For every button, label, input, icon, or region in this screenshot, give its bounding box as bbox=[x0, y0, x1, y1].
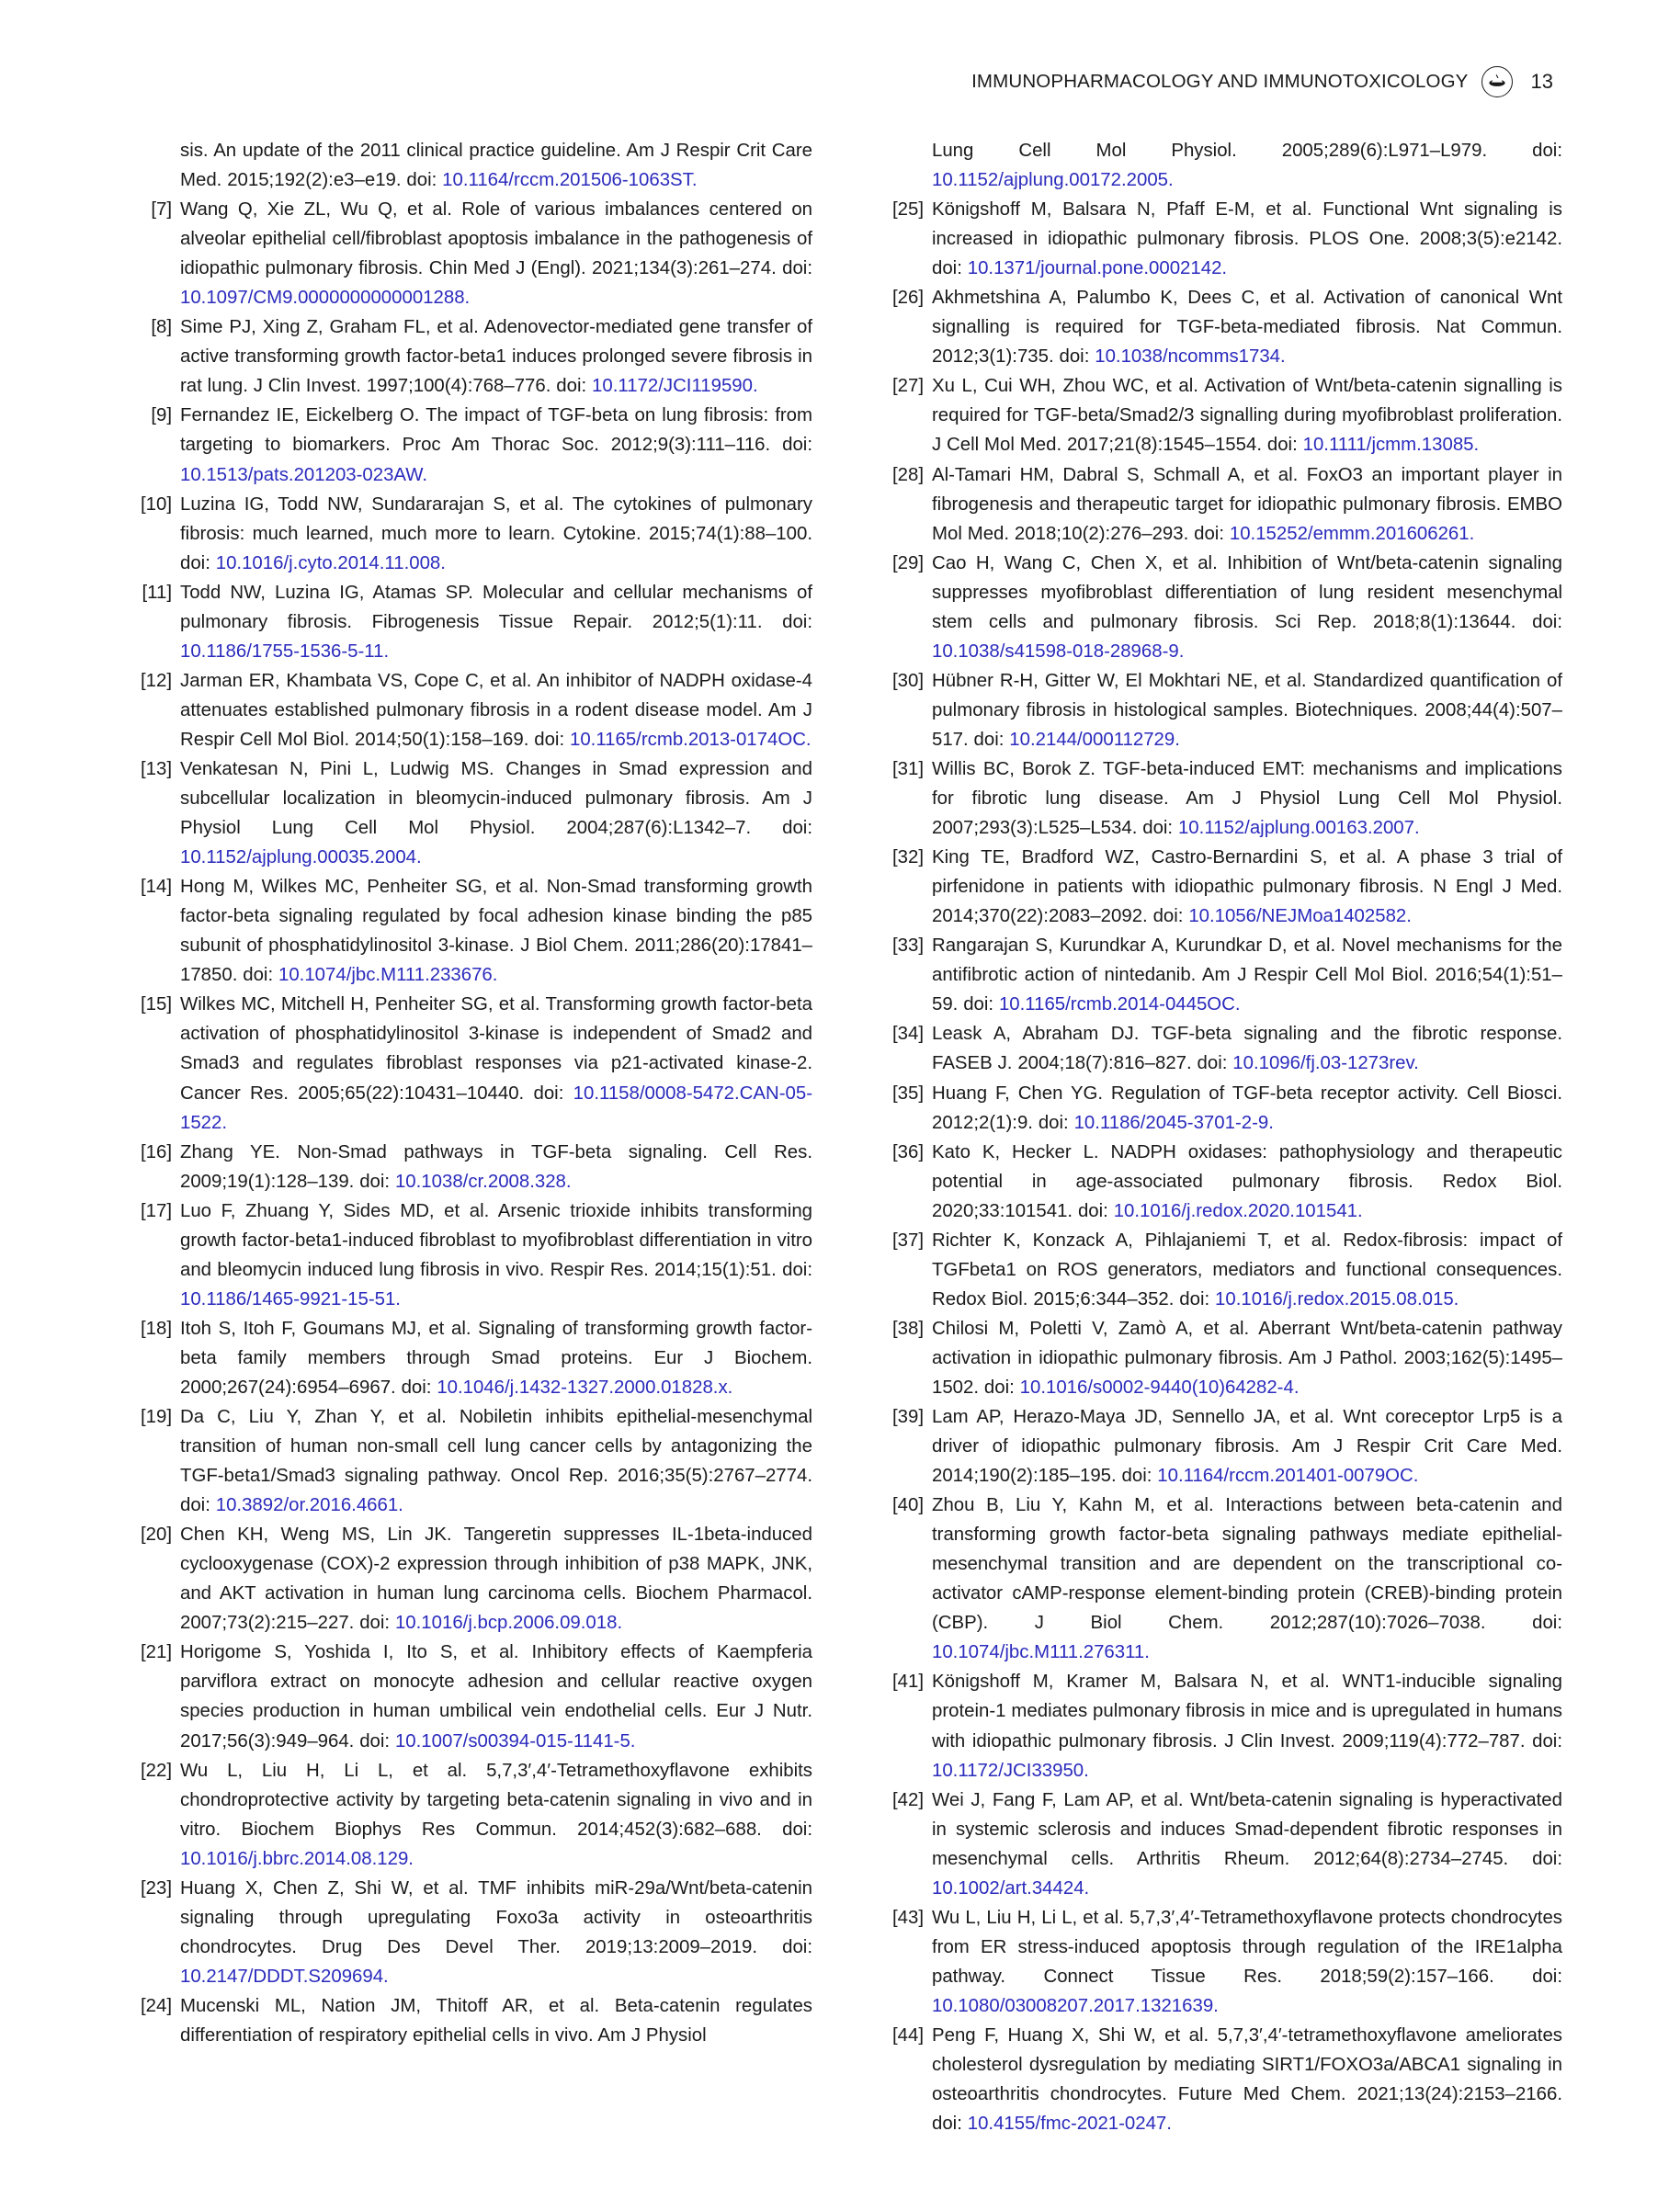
reference-text bbox=[180, 1402, 812, 1520]
reference-number: [26] bbox=[891, 288, 924, 309]
running-head bbox=[971, 66, 1553, 97]
doi-link[interactable]: 10.2147/DDDT.S209694. bbox=[180, 1966, 389, 1987]
reference-citation-text: Hong M, Wilkes MC, Penheiter SG, et al. Non-Smad transforming growth factor-beta signaling regulated by focal adhesion kinase binding the p85 subunit of phosphatidylinositol 3-kinase. J Biol Chem. 2011;286(20):17841–17850. doi: bbox=[180, 877, 812, 986]
reference-text bbox=[932, 1491, 1562, 1667]
reference-citation-text: Venkatesan N, Pini L, Ludwig MS. Changes in Smad expression and subcellular localization in bleomycin-induced pulmonary fibrosis. Am J Physiol Lung Cell Mol Physiol. 2004;287(6):L1342–7. doi: bbox=[180, 758, 812, 839]
reference-text bbox=[932, 1402, 1562, 1491]
reference-citation-text: Sime PJ, Xing Z, Graham FL, et al. Adenovector-mediated gene transfer of active transforming growth factor-beta1 induces prolonged severe fibrosis in rat lung. J Clin Invest. 1997;100(4):768–776. doi: bbox=[180, 317, 812, 397]
reference-citation-text: Itoh S, Itoh F, Goumans MJ, et al. Signaling of transforming growth factor-beta family members through Smad proteins. Eur J Biochem. 2000;267(24):6954–6967. doi: bbox=[180, 1318, 812, 1398]
reference-text bbox=[932, 371, 1562, 459]
reference-number: [44] bbox=[891, 2025, 924, 2046]
doi-link[interactable]: 10.1016/j.bbrc.2014.08.129. bbox=[180, 1848, 414, 1869]
reference-item bbox=[879, 2021, 1562, 2138]
reference-number: [37] bbox=[891, 1230, 924, 1251]
reference-item bbox=[879, 1138, 1562, 1226]
reference-number: [12] bbox=[140, 670, 172, 691]
reference-citation-text: Huang X, Chen Z, Shi W, et al. TMF inhibits miR-29a/Wnt/beta-catenin signaling through upregulating Foxo3a activity in osteoarthritis chondrocytes. Drug Des Devel Ther. 2019;13:2009–2019. doi: bbox=[180, 1877, 812, 1957]
reference-text bbox=[932, 1903, 1562, 2021]
doi-link[interactable]: 10.1046/j.1432-1327.2000.01828.x. bbox=[437, 1377, 733, 1398]
reference-number: [31] bbox=[891, 758, 924, 779]
reference-citation-text: Leask A, Abraham DJ. TGF-beta signaling and the fibrotic response. FASEB J. 2004;18(7):816–827. doi: bbox=[932, 1024, 1562, 1074]
reference-text bbox=[932, 1314, 1562, 1402]
doi-link[interactable]: 10.1186/2045-3701-2-9. bbox=[1073, 1112, 1274, 1133]
reference-text bbox=[932, 1226, 1562, 1314]
doi-link[interactable]: 10.1111/jcmm.13085. bbox=[1302, 435, 1480, 456]
reference-item bbox=[879, 1019, 1562, 1078]
reference-number: [19] bbox=[140, 1407, 172, 1428]
doi-link[interactable]: 10.1097/CM9.0000000000001288. bbox=[180, 288, 471, 309]
reference-citation-text: Fernandez IE, Eickelberg O. The impact of TGF-beta on lung fibrosis: from targeting to biomarkers. Proc Am Thorac Soc. 2012;9(3):111–116. doi: bbox=[180, 405, 812, 456]
doi-link[interactable]: 10.1165/rcmb.2013-0174OC. bbox=[569, 729, 812, 750]
reference-citation-text: Peng F, Huang X, Shi W, et al. 5,7,3′,4′-tetramethoxyflavone ameliorates cholesterol dysregulation by mediating SIRT1/FOXO3a/ABCA1 signaling in osteoarthritis chondrocytes. Future Med Chem. 2021;13(24):2153–2166. doi: bbox=[932, 2025, 1562, 2135]
reference-citation-text: Chilosi M, Poletti V, Zamò A, et al. Aberrant Wnt/beta-catenin pathway activation in idiopathic pulmonary fibrosis. Am J Pathol. 2003;162(5):1495–1502. doi: bbox=[932, 1318, 1562, 1398]
reference-text bbox=[180, 1874, 812, 1991]
reference-text bbox=[932, 931, 1562, 1019]
reference-number: [17] bbox=[140, 1200, 172, 1221]
reference-text bbox=[180, 1138, 812, 1196]
reference-text bbox=[932, 754, 1562, 843]
reference-item bbox=[129, 1874, 812, 1991]
doi-link[interactable]: 10.1007/s00394-015-1141-5. bbox=[394, 1730, 636, 1752]
reference-number: [27] bbox=[891, 376, 924, 397]
reference-text bbox=[180, 1196, 812, 1314]
reference-text bbox=[932, 843, 1562, 931]
reference-number: [38] bbox=[891, 1318, 924, 1339]
reference-citation-text: Lung Cell Mol Physiol. 2005;289(6):L971–L979. doi: bbox=[932, 141, 1562, 161]
doi-link[interactable]: 10.1074/jbc.M111.276311. bbox=[932, 1642, 1150, 1663]
doi-link[interactable]: 10.1158/0008-5472.CAN-05-1522. bbox=[180, 1083, 812, 1133]
reference-number: [16] bbox=[140, 1141, 172, 1162]
reference-item bbox=[879, 754, 1562, 843]
reference-item bbox=[879, 549, 1562, 666]
reference-number: [28] bbox=[891, 464, 924, 485]
reference-number: [10] bbox=[140, 493, 172, 515]
doi-link[interactable]: 10.15252/emmm.201606261. bbox=[1229, 523, 1475, 544]
doi-link[interactable]: 10.1038/cr.2008.328. bbox=[394, 1171, 572, 1192]
reference-citation-text: Rangarajan S, Kurundkar A, Kurundkar D, et al. Novel mechanisms for the antifibrotic action of nintedanib. Am J Respir Cell Mol Biol. 2016;54(1):51–59. doi: bbox=[932, 935, 1562, 1015]
doi-link[interactable]: 10.1080/03008207.2017.1321639. bbox=[932, 1995, 1219, 2016]
reference-citation-text: Todd NW, Luzina IG, Atamas SP. Molecular and cellular mechanisms of pulmonary fibrosis. Fibrogenesis Tissue Repair. 2012;5(1):11. doi: bbox=[180, 582, 812, 632]
reference-item bbox=[129, 666, 812, 754]
reference-text bbox=[932, 1019, 1562, 1078]
reference-number: [20] bbox=[140, 1525, 172, 1546]
doi-link[interactable]: 10.1152/ajplung.00163.2007. bbox=[1177, 818, 1420, 839]
reference-citation-text: Königshoff M, Kramer M, Balsara N, et al. WNT1-inducible signaling protein-1 mediates pulmonary fibrosis in mice and is upregulated in humans with idiopathic pulmonary fibrosis. J Clin Invest. 2009;119(4):772–787. doi: bbox=[932, 1672, 1562, 1752]
reference-number: [40] bbox=[891, 1495, 924, 1516]
reference-text bbox=[180, 754, 812, 872]
reference-number: [14] bbox=[140, 877, 172, 898]
reference-number: [24] bbox=[140, 1995, 172, 2016]
reference-number: [32] bbox=[891, 847, 924, 868]
reference-citation-text: Al-Tamari HM, Dabral S, Schmall A, et al. FoxO3 an important player in fibrogenesis and therapeutic target for idiopathic pulmonary fibrosis. EMBO Mol Med. 2018;10(2):276–293. doi: bbox=[932, 464, 1562, 544]
doi-link[interactable]: 10.2144/000112729. bbox=[1009, 729, 1180, 750]
reference-text bbox=[180, 1638, 812, 1755]
reference-text bbox=[180, 578, 812, 666]
reference-number: [33] bbox=[891, 935, 924, 957]
reference-citation-text: Chen KH, Weng MS, Lin JK. Tangeretin suppresses IL-1beta-induced cyclooxygenase (COX)-2 expression through inhibition of p38 MAPK, JNK, and AKT activation in human lung carcinoma cells. Biochem Pharmacol. 2007;73(2):215–227. doi: bbox=[180, 1525, 812, 1634]
reference-text bbox=[180, 872, 812, 990]
reference-citation-text: Wei J, Fang F, Lam AP, et al. Wnt/beta-catenin signaling is hyperactivated in systemic sclerosis and induces Smad-dependent fibrotic responses in mesenchymal cells. Arthritis Rheum. 2012;64(8):2734–2745. doi: bbox=[932, 1789, 1562, 1869]
reference-item bbox=[879, 1903, 1562, 2021]
reference-citation-text: Cao H, Wang C, Chen X, et al. Inhibition of Wnt/beta-catenin signaling suppresses myofibroblast differentiation of lung resident mesenchymal stem cells and pulmonary fibrosis. Sci Rep. 2018;8(1):13644. doi: bbox=[932, 552, 1562, 632]
doi-link[interactable]: 10.1186/1755-1536-5-11. bbox=[180, 641, 390, 662]
reference-item bbox=[129, 401, 812, 489]
reference-citation-text: Akhmetshina A, Palumbo K, Dees C, et al. Activation of canonical Wnt signalling is required for TGF-beta-mediated fibrosis. Nat Commun. 2012;3(1):735. doi: bbox=[932, 288, 1562, 368]
reference-number: [22] bbox=[140, 1760, 172, 1781]
reference-citation-text: Xu L, Cui WH, Zhou WC, et al. Activation of Wnt/beta-catenin signalling is required for TGF-beta/Smad2/3 signalling during myofibroblast proliferation. J Cell Mol Med. 2017;21(8):1545–1554. doi: bbox=[932, 376, 1562, 456]
reference-text bbox=[932, 1667, 1562, 1785]
reference-citation-text: Willis BC, Borok Z. TGF-beta-induced EMT: mechanisms and implications for fibrotic lung disease. Am J Physiol Lung Cell Mol Physiol. 2007;293(3):L525–L534. doi: bbox=[932, 758, 1562, 839]
reference-text bbox=[180, 1991, 812, 2050]
reference-item bbox=[129, 1638, 812, 1755]
reference-item bbox=[879, 1402, 1562, 1491]
reference-item bbox=[879, 283, 1562, 371]
reference-number: [25] bbox=[891, 199, 924, 221]
reference-citation-text: Zhou B, Liu Y, Kahn M, et al. Interactions between beta-catenin and transforming growth factor-beta signaling pathways mediate epithelial-mesenchymal transition and are dependent on the transcriptional co-activator cAMP-response element-binding protein (CREB)-binding protein (CBP). J Biol Chem. 2012;287(10):7026–7038. doi: bbox=[932, 1495, 1562, 1634]
right-column bbox=[879, 136, 1562, 2138]
doi-link[interactable]: 10.1056/NEJMoa1402582. bbox=[1188, 906, 1412, 927]
reference-text bbox=[932, 666, 1562, 754]
reference-citation-text: Jarman ER, Khambata VS, Cope C, et al. An inhibitor of NADPH oxidase-4 attenuates established pulmonary fibrosis in a rodent disease model. Am J Respir Cell Mol Biol. 2014;50(1):158–169. doi: bbox=[180, 670, 812, 750]
reference-text bbox=[932, 1786, 1562, 1903]
reference-item bbox=[129, 754, 812, 872]
reference-number: [13] bbox=[140, 758, 172, 779]
doi-link[interactable]: 10.1016/j.bcp.2006.09.018. bbox=[394, 1613, 623, 1634]
reference-number: [36] bbox=[891, 1141, 924, 1162]
reference-text bbox=[932, 195, 1562, 283]
reference-text bbox=[932, 549, 1562, 666]
doi-link[interactable]: 10.1038/ncomms1734. bbox=[1095, 346, 1286, 368]
doi-link[interactable]: 10.1016/j.cyto.2014.11.008. bbox=[215, 552, 446, 573]
doi-link[interactable]: 10.1038/s41598-018-28968-9. bbox=[932, 641, 1185, 662]
reference-item bbox=[879, 460, 1562, 549]
reference-item bbox=[879, 1226, 1562, 1314]
reference-text bbox=[180, 1520, 812, 1638]
reference-item bbox=[129, 1991, 812, 2050]
page-number: 13 bbox=[1530, 70, 1553, 93]
reference-citation-text: Richter K, Konzack A, Pihlajaniemi T, et al. Redox-fibrosis: impact of TGFbeta1 on ROS generators, mediators and functional consequences. Redox Biol. 2015;6:344–352. doi: bbox=[932, 1230, 1562, 1309]
reference-text bbox=[180, 195, 812, 312]
doi-link[interactable]: 10.1186/1465-9921-15-51. bbox=[180, 1288, 401, 1309]
reference-citation-text: sis. An update of the 2011 clinical practice guideline. Am J Respir Crit Care Med. 2015;192(2):e3–e19. doi: bbox=[180, 141, 812, 191]
doi-link[interactable]: 10.1165/rcmb.2014-0445OC. bbox=[998, 994, 1241, 1015]
doi-link[interactable]: 10.1172/JCI33950. bbox=[932, 1760, 1089, 1781]
reference-item bbox=[129, 1314, 812, 1402]
reference-item bbox=[129, 578, 812, 666]
doi-link[interactable]: 10.3892/or.2016.4661. bbox=[215, 1495, 403, 1516]
reference-number: [11] bbox=[142, 582, 172, 603]
reference-item bbox=[129, 1756, 812, 1874]
reference-item bbox=[129, 990, 812, 1137]
doi-link[interactable]: 10.1164/rccm.201401-0079OC. bbox=[1157, 1466, 1419, 1487]
reference-text bbox=[180, 136, 812, 195]
reference-text bbox=[180, 990, 812, 1137]
doi-link[interactable]: 10.1164/rccm.201506-1063ST. bbox=[442, 170, 698, 191]
reference-citation-text: Luo F, Zhuang Y, Sides MD, et al. Arsenic trioxide inhibits transforming growth factor-beta1-induced fibroblast to myofibroblast differentiation in vitro and bleomycin induced lung fibrosis in vivo. Respir Res. 2014;15(1):51. doi: bbox=[180, 1200, 812, 1280]
reference-citation-text: Zhang YE. Non-Smad pathways in TGF-beta signaling. Cell Res. 2009;19(1):128–139. doi: bbox=[180, 1141, 812, 1192]
left-column bbox=[129, 136, 812, 2138]
reference-item bbox=[879, 195, 1562, 283]
reference-number: [9] bbox=[151, 405, 172, 426]
reference-number: [23] bbox=[140, 1877, 172, 1899]
reference-number: [29] bbox=[891, 552, 924, 573]
reference-item bbox=[879, 666, 1562, 754]
reference-number: [7] bbox=[151, 199, 172, 221]
reference-citation-text: Wu L, Liu H, Li L, et al. 5,7,3′,4′-Tetramethoxyflavone exhibits chondroprotective activity by targeting beta-catenin signaling in vivo and in vitro. Biochem Biophys Res Commun. 2014;452(3):682–688. doi: bbox=[180, 1760, 812, 1840]
reference-number: [34] bbox=[891, 1024, 924, 1045]
reference-text bbox=[932, 2021, 1562, 2138]
reference-text bbox=[932, 283, 1562, 371]
reference-number: [39] bbox=[891, 1407, 924, 1428]
doi-link[interactable]: 10.1152/ajplung.00172.2005. bbox=[932, 170, 1174, 191]
reference-item bbox=[129, 195, 812, 312]
doi-link[interactable]: 10.1002/art.34424. bbox=[932, 1877, 1090, 1899]
reference-text bbox=[180, 666, 812, 754]
reference-item bbox=[879, 843, 1562, 931]
doi-link[interactable]: 10.1513/pats.201203-023AW. bbox=[180, 464, 428, 485]
reference-text bbox=[932, 136, 1562, 195]
reference-text bbox=[932, 1079, 1562, 1138]
reference-citation-text: Mucenski ML, Nation JM, Thitoff AR, et al. Beta-catenin regulates differentiation of respiratory epithelial cells in vivo. Am J Physiol bbox=[180, 1995, 812, 2046]
reference-citation-text: Horigome S, Yoshida I, Ito S, et al. Inhibitory effects of Kaempferia parviflora extract on monocyte adhesion and cellular reactive oxygen species production in human umbilical vein endothelial cells. Eur J Nutr. 2017;56(3):949–964. doi: bbox=[180, 1642, 812, 1752]
reference-item bbox=[879, 1314, 1562, 1402]
reference-item bbox=[129, 1402, 812, 1520]
journal-title: IMMUNOPHARMACOLOGY AND IMMUNOTOXICOLOGY bbox=[971, 71, 1469, 92]
reference-citation-text: Da C, Liu Y, Zhan Y, et al. Nobiletin inhibits epithelial-mesenchymal transition of human non-small cell lung cancer cells by antagonizing the TGF-beta1/Smad3 signaling pathway. Oncol Rep. 2016;35(5):2767–2774. doi: bbox=[180, 1407, 812, 1516]
reference-citation-text: Kato K, Hecker L. NADPH oxidases: pathophysiology and therapeutic potential in age-associated pulmonary fibrosis. Redox Biol. 2020;33:101541. doi: bbox=[932, 1141, 1562, 1221]
reference-item bbox=[879, 1786, 1562, 1903]
reference-citation-text: Huang F, Chen YG. Regulation of TGF-beta receptor activity. Cell Biosci. 2012;2(1):9. doi: bbox=[932, 1083, 1562, 1133]
reference-text bbox=[180, 1314, 812, 1402]
reference-item bbox=[879, 1667, 1562, 1785]
reference-item bbox=[129, 312, 812, 401]
reference-item bbox=[879, 931, 1562, 1019]
reference-citation-text: King TE, Bradford WZ, Castro-Bernardini S, et al. A phase 3 trial of pirfenidone in patients with idiopathic pulmonary fibrosis. N Engl J Med. 2014;370(22):2083–2092. doi: bbox=[932, 847, 1562, 927]
doi-link[interactable]: 10.1016/s0002-9440(10)64282-4. bbox=[1019, 1377, 1300, 1398]
reference-citation-text: Luzina IG, Todd NW, Sundararajan S, et al. The cytokines of pulmonary fibrosis: much learned, much more to learn. Cytokine. 2015;74(1):88–100. doi: bbox=[180, 493, 812, 573]
doi-link[interactable]: 10.1152/ajplung.00035.2004. bbox=[180, 847, 422, 868]
reference-text bbox=[180, 1756, 812, 1874]
reference-citation-text: Wu L, Liu H, Li L, et al. 5,7,3′,4′-Tetramethoxyflavone protects chondrocytes from ER stress-induced apoptosis through regulation of the IRE1alpha pathway. Connect Tissue Res. 2018;59(2):157–166. doi: bbox=[932, 1907, 1562, 1987]
reference-citation-text: Hübner R-H, Gitter W, El Mokhtari NE, et al. Standardized quantification of pulmonary fibrosis in histological samples. Biotechniques. 2008;44(4):507–517. doi: bbox=[932, 670, 1562, 750]
doi-link[interactable]: 10.1016/j.redox.2015.08.015. bbox=[1215, 1288, 1459, 1309]
reference-item bbox=[129, 1520, 812, 1638]
reference-citation-text: Wilkes MC, Mitchell H, Penheiter SG, et al. Transforming growth factor-beta activation of phosphatidylinositol 3-kinase is independent of Smad2 and Smad3 and regulates fibroblast responses via p21-activated kinase-2. Cancer Res. 2005;65(22):10431–10440. doi: bbox=[180, 994, 812, 1104]
reference-citation-text: Königshoff M, Balsara N, Pfaff E-M, et al. Functional Wnt signaling is increased in idiopathic pulmonary fibrosis. PLOS One. 2008;3(5):e2142. doi: bbox=[932, 199, 1562, 279]
reference-number: [18] bbox=[140, 1318, 172, 1339]
references-body bbox=[129, 136, 1562, 2138]
reference-number: [15] bbox=[140, 994, 172, 1015]
taylor-francis-logo-icon bbox=[1481, 66, 1513, 97]
reference-item bbox=[129, 872, 812, 990]
reference-item bbox=[129, 1138, 812, 1196]
reference-number: [8] bbox=[151, 317, 172, 338]
reference-item bbox=[879, 1079, 1562, 1138]
reference-continuation bbox=[879, 136, 1562, 195]
reference-number: [30] bbox=[891, 670, 924, 691]
doi-link[interactable]: 10.1172/JCI119590. bbox=[592, 376, 758, 397]
reference-text bbox=[932, 1138, 1562, 1226]
doi-link[interactable]: 10.1074/jbc.M111.233676. bbox=[278, 965, 498, 986]
reference-text bbox=[180, 312, 812, 401]
reference-continuation bbox=[129, 136, 812, 195]
reference-number: [21] bbox=[140, 1642, 172, 1663]
reference-item bbox=[129, 490, 812, 578]
reference-text bbox=[932, 460, 1562, 549]
reference-citation-text: Wang Q, Xie ZL, Wu Q, et al. Role of various imbalances centered on alveolar epithelial cell/fibroblast apoptosis imbalance in the pathogenesis of idiopathic pulmonary fibrosis. Chin Med J (Engl). 2021;134(3):261–274. doi: bbox=[180, 199, 812, 279]
doi-link[interactable]: 10.4155/fmc-2021-0247. bbox=[967, 2114, 1172, 2135]
reference-item bbox=[879, 1491, 1562, 1667]
reference-text bbox=[180, 490, 812, 578]
reference-number: [41] bbox=[891, 1672, 924, 1693]
reference-item bbox=[879, 371, 1562, 459]
reference-text bbox=[180, 401, 812, 489]
reference-number: [43] bbox=[891, 1907, 924, 1928]
reference-citation-text: Lam AP, Herazo-Maya JD, Sennello JA, et al. Wnt coreceptor Lrp5 is a driver of idiopathic pulmonary fibrosis. Am J Respir Crit Care Med. 2014;190(2):185–195. doi: bbox=[932, 1407, 1562, 1487]
doi-link[interactable]: 10.1016/j.redox.2020.101541. bbox=[1113, 1200, 1363, 1221]
doi-link[interactable]: 10.1371/journal.pone.0002142. bbox=[967, 258, 1228, 279]
reference-item bbox=[129, 1196, 812, 1314]
doi-link[interactable]: 10.1096/fj.03-1273rev. bbox=[1232, 1053, 1419, 1074]
reference-number: [35] bbox=[891, 1083, 924, 1104]
reference-number: [42] bbox=[891, 1789, 924, 1810]
